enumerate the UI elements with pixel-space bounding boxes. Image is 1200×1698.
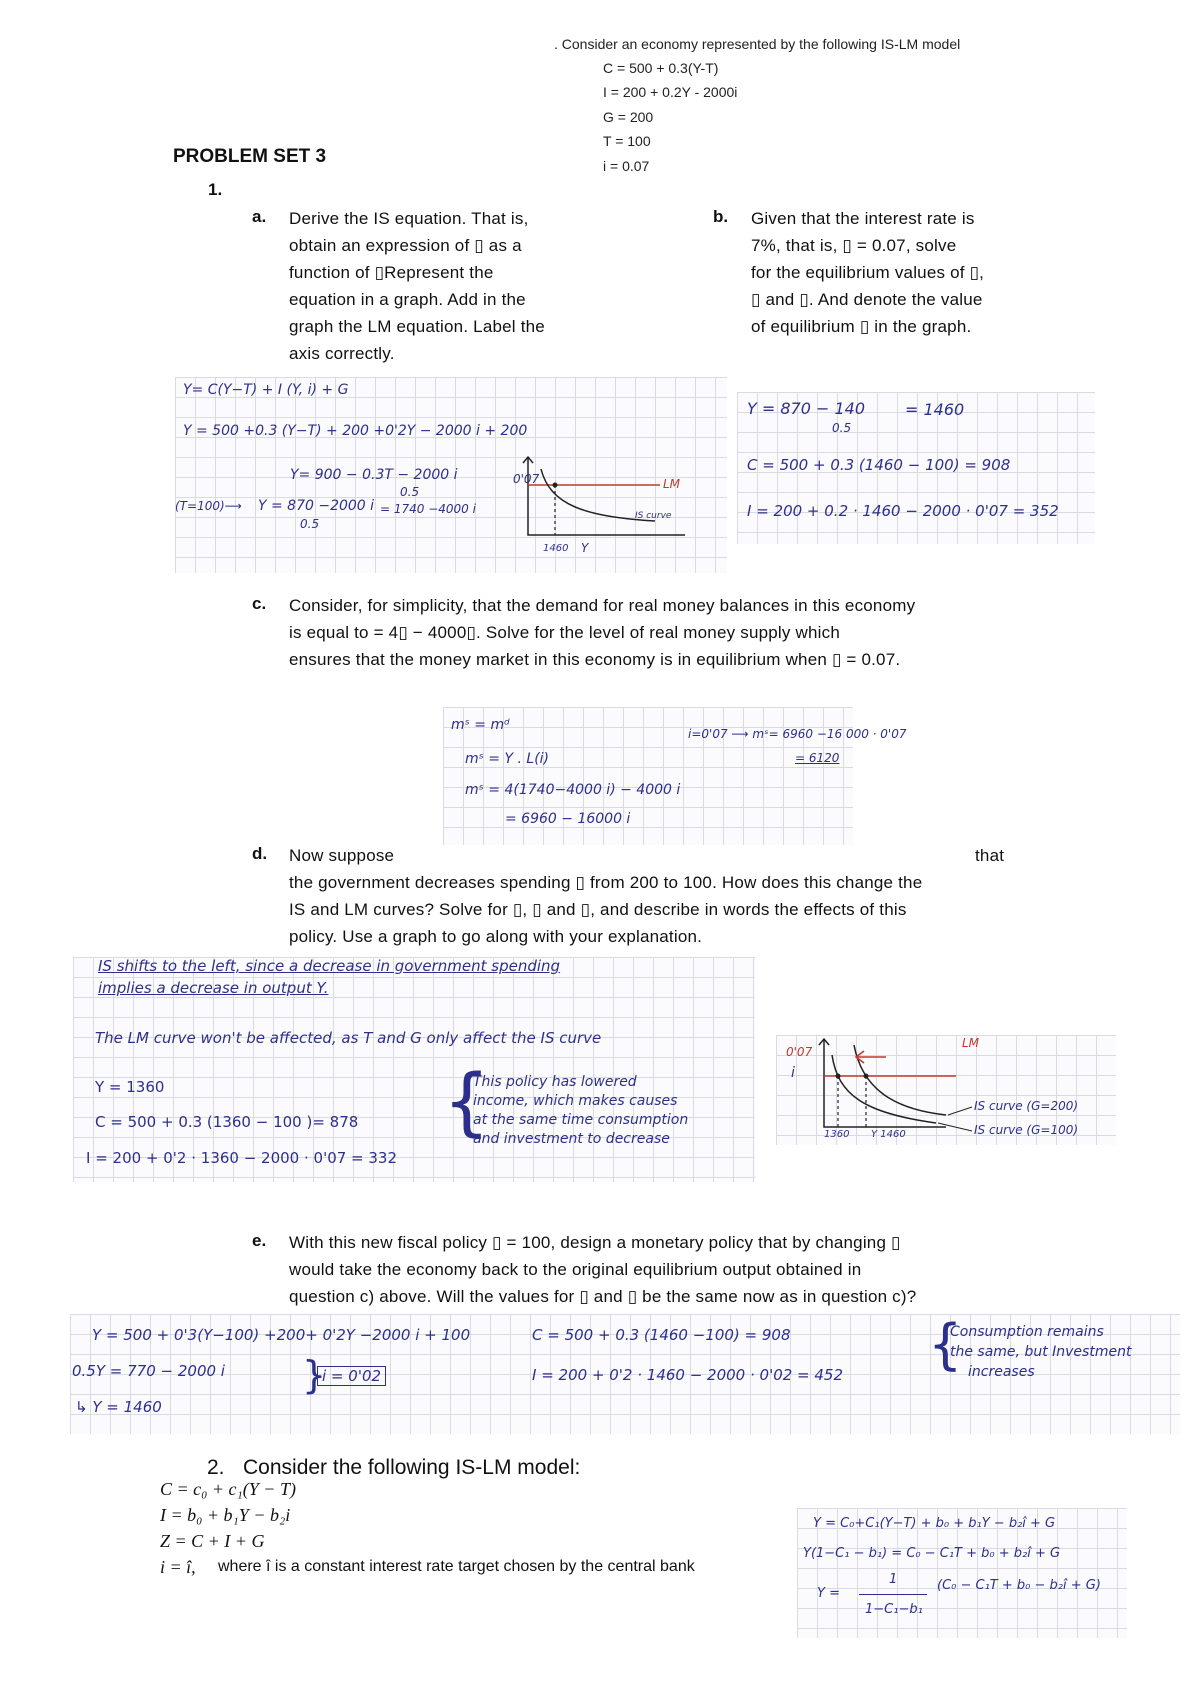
answer-s2-line3-numerator: 1 [889,1572,898,1587]
model-eq-c: C = 500 + 0.3(Y-T) [603,60,719,76]
question-c-text: Consider, for simplicity, that the demand for real money balances in this economy is equal to = 4▯ − 4000▯. Solve for the level of real money supply which ensures that the money market in this economy is in equilibrium when ▯ = 0.07. [289,596,916,669]
answer-b-consumption: C = 500 + 0.3 (1460 − 100) = 908 [747,456,1011,474]
answer-s2-line3-rhs: (C₀ − C₁T + b₀ − b₂î + G) [937,1578,1101,1593]
problem-number: 1. [208,180,223,199]
answer-c-grid [443,707,907,845]
answer-s2-line3-denominator: 1−C₁−b₁ [865,1602,923,1617]
is-lm-graph-a [505,455,695,555]
question-a-text: Derive the IS equation. That is, obtain an expression of ▯ as a function of ▯Represent the equation in a graph. Add in the graph the LM equation. Label the axis correctly. [289,209,545,363]
answer-s2-line2: Y(1−C₁ − b₁) = C₀ − C₁T + b₀ + b₂î + G [803,1546,1061,1561]
answer-s2-line1: Y = C₀+C₁(Y−T) + b₀ + b₁Y − b₂î + G [813,1516,1056,1531]
graph-d-is-curve-g100 [832,1055,936,1123]
answer-e-line2: 0.5Y = 770 − 2000 i [72,1362,225,1380]
answer-a-grid [175,377,727,573]
graph-d-axis-label: i [791,1065,795,1081]
graph-d-is-label-g200: IS curve (G=200) [974,1099,1079,1113]
question-b-text: Given that the interest rate is 7%, that is, ▯ = 0.07, solve for the equilibrium values of ▯, ▯ and ▯. And denote the value of equilibrium ▯ in the graph. [751,209,985,336]
answer-s2-line3-lhs: Y = [817,1586,840,1601]
answer-a-line4: Y = 870 −2000 i [258,498,375,514]
answer-b-investment: I = 200 + 0.2 · 1460 − 2000 · 0'07 = 352 [747,502,1059,520]
graph-d-is-label-g100: IS curve (G=100) [974,1123,1079,1137]
graph-a-x-value: 1460 [543,543,569,554]
graph-a-axes [528,457,685,535]
section2-eq-consumption: C = c₀ + c₁(Y − T) [160,1479,296,1499]
answer-d-note1: This policy has lowered [473,1074,637,1090]
question-d-first: Now suppose [289,846,395,865]
answer-e-grid [70,1314,1180,1434]
answer-c-line1: mˢ = mᵈ [451,717,510,733]
answer-e-rate-box: i = 0'02 [317,1366,386,1386]
graph-a-lm-label: LM [663,477,681,491]
answer-d-note3: at the same time consumption [473,1112,689,1128]
answer-a-line1: Y= C(Y−T) + I (Y, i) + G [183,382,349,398]
answer-a-line4-denominator: 0.5 [300,517,320,531]
graph-d-x-value-1460: Y 1460 [871,1129,906,1140]
answer-e-consumption: C = 500 + 0.3 (1460 −100) = 908 [532,1326,791,1344]
answer-e-brace: } [302,1353,327,1397]
model-eq-i: I = 200 + 0.2Y - 2000i [603,84,738,100]
answer-s2-fraction-bar [859,1594,927,1595]
question-c-label: c. [252,594,267,613]
answer-a-t-value: (T=100)⟶ [175,499,242,513]
intro-text: . Consider an economy represented by the following IS-LM model [554,36,961,52]
section2-heading: Consider the following IS-LM model: [243,1456,581,1479]
graph-d-is-pointer-1 [948,1107,972,1115]
answer-c-right2: = 6120 [795,751,840,765]
answer-d-line1: IS shifts to the left, since a decrease in government spending [98,957,561,975]
answer-d-note2: income, which makes causes [473,1093,678,1109]
section2-number: 2. [207,1456,225,1479]
graph-d-equilibrium-new [836,1074,841,1079]
answer-a-line4-simplified: = 1740 −4000 i [380,502,476,516]
answer-c-right1: i=0'07 ⟶ mˢ= 6960 −16 000 · 0'07 [688,727,907,741]
model-eq-g: G = 200 [603,109,654,125]
answer-c-line4: = 6960 − 16000 i [505,811,631,827]
answer-d-line2: implies a decrease in output Y. [98,979,329,997]
question-b-label: b. [713,207,729,226]
answer-d-note4: and investment to decrease [473,1131,670,1147]
question-d-first-end: that [975,846,1005,865]
section2-eq-rate: i = î, [160,1557,196,1577]
question-e-text: With this new fiscal policy ▯ = 100, design a monetary policy that by changing ▯ would take the economy back to the original equilibrium output obtained in question c) above. Will the values for ▯ and ▯ be the same now as in question c)? [289,1233,917,1306]
answer-d-line3: The LM curve won't be affected, as T and G only affect the IS curve [95,1029,602,1047]
section2-eq-investment: I = b₀ + b₁Y − b₂i [160,1505,291,1525]
graph-d-equilibrium-old [864,1074,869,1079]
answer-e-line3: ↳ Y = 1460 [75,1398,162,1416]
question-a-label: a. [252,207,267,226]
answer-b-line1-result: = 1460 [905,400,965,419]
answer-e-note1: Consumption remains [950,1324,1104,1340]
section2-note: where î is a constant interest rate target chosen by the central bank [218,1558,695,1575]
graph-d-lm-label: LM [962,1036,980,1050]
model-eq-t: T = 100 [603,133,651,149]
answer-d-brace: { [443,1059,491,1145]
section2-eq-demand: Z = C + I + G [160,1531,265,1551]
graph-a-x-label: Y [581,541,589,555]
answer-b-line1: Y = 870 − 140 [747,399,866,418]
question-e-label: e. [252,1231,267,1250]
model-eq-rate: i = 0.07 [603,158,650,174]
answer-e-line1: Y = 500 + 0'3(Y−100) +200+ 0'2Y −2000 i + 100 [92,1326,471,1344]
answer-d-grid [73,957,755,1182]
question-d-label: d. [252,844,268,863]
page-title: PROBLEM SET 3 [173,146,327,167]
answer-c-line3: mˢ = 4(1740−4000 i) − 4000 i [465,782,681,798]
answer-e-note3: increases [968,1364,1035,1380]
answer-e-investment: I = 200 + 0'2 · 1460 − 2000 · 0'02 = 452 [532,1366,844,1384]
graph-d-x-value-1360: 1360 [824,1129,850,1140]
answer-e-note-brace: { [928,1313,963,1376]
graph-a-axis-label: 0'07 [513,472,540,486]
answer-d-investment: I = 200 + 0'2 · 1360 − 2000 · 0'07 = 332 [86,1149,398,1167]
answer-e-note2: the same, but Investment [950,1344,1132,1360]
graph-a-equilibrium [553,483,558,488]
answer-a-line2: Y = 500 +0.3 (Y−T) + 200 +0'2Y − 2000 i + 200 [183,423,528,439]
graph-d-axis-value: 0'07 [786,1045,813,1059]
answer-c-line2: mˢ = Y . L(i) [465,751,550,767]
answer-b-line1-denominator: 0.5 [832,421,852,435]
answer-b-grid [737,392,1095,544]
question-d-text: the government decreases spending ▯ from 200 to 100. How does this change the IS and LM curves? Solve for ▯, ▯ and ▯, and describe in words the effects of this policy. Use a graph to go along with your explanation. [289,873,923,946]
answer-a-line3-denominator: 0.5 [400,485,420,499]
graph-d-shift-arrow [856,1051,886,1063]
answer-d-output: Y = 1360 [95,1078,165,1096]
answer-d-graph-grid [776,1035,1116,1145]
answer-d-consumption: C = 500 + 0.3 (1360 − 100 )= 878 [95,1113,359,1131]
graph-a-is-label: IS curve [635,511,672,521]
answer-s2-grid [797,1508,1127,1638]
answer-a-line3: Y= 900 − 0.3T − 2000 i [290,467,458,483]
